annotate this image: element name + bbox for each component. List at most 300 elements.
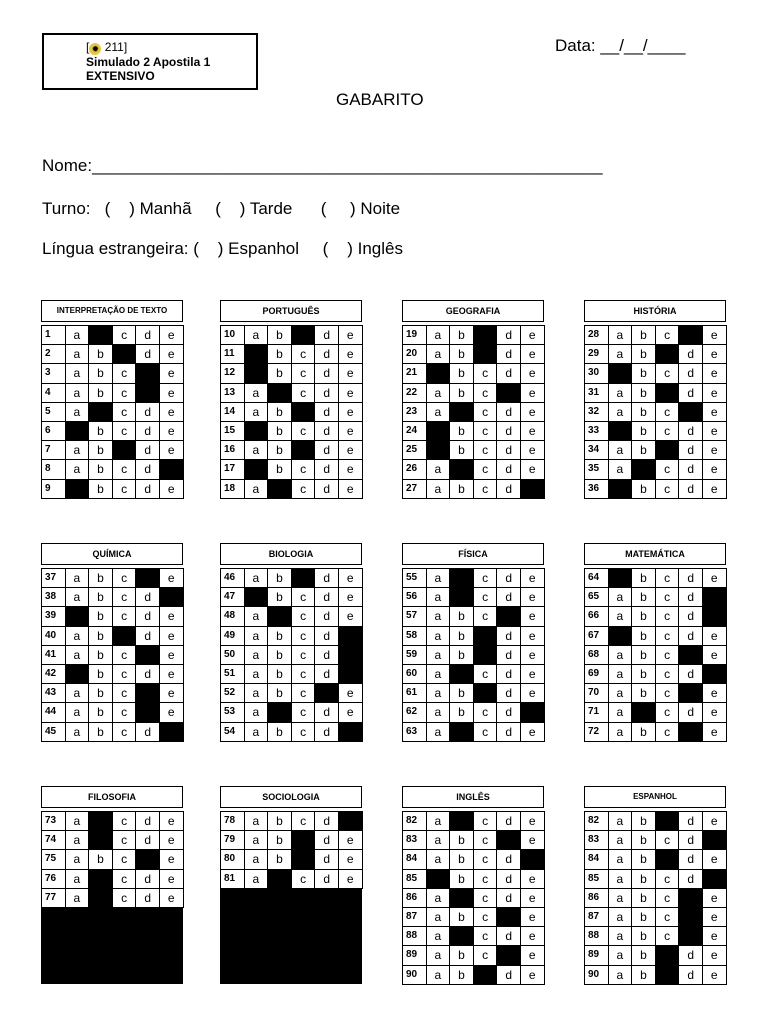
option-d[interactable]: d [136,607,160,626]
option-a[interactable]: a [609,723,633,742]
option-c[interactable]: c [474,569,498,588]
option-e[interactable]: e [160,364,184,383]
option-a[interactable]: a [245,403,269,422]
option-c[interactable]: c [292,460,316,479]
option-c[interactable]: c [656,723,680,742]
option-e[interactable]: e [703,850,727,869]
option-e[interactable]: e [339,441,363,460]
marked-option[interactable] [268,480,292,499]
marked-option[interactable] [136,703,160,722]
option-b[interactable]: b [89,703,113,722]
option-c[interactable]: c [474,908,498,927]
marked-option[interactable] [450,812,474,831]
option-c[interactable]: c [656,870,680,889]
option-d[interactable]: d [136,441,160,460]
option-d[interactable]: d [679,850,703,869]
option-e[interactable]: e [160,812,184,831]
option-a[interactable]: a [245,326,269,345]
option-e[interactable]: e [703,441,727,460]
marked-option[interactable] [632,703,656,722]
option-a[interactable]: a [427,569,451,588]
option-b[interactable]: b [450,831,474,850]
marked-option[interactable] [245,422,269,441]
marked-option[interactable] [474,345,498,364]
option-d[interactable]: d [679,966,703,985]
date-field[interactable]: Data: __/__/____ [555,36,686,55]
option-a[interactable]: a [609,441,633,460]
option-a[interactable]: a [245,850,269,869]
option-a[interactable]: a [427,831,451,850]
option-d[interactable]: d [315,569,339,588]
option-c[interactable]: c [292,627,316,646]
option-b[interactable]: b [632,889,656,908]
marked-option[interactable] [89,889,113,908]
option-c[interactable]: c [474,588,498,607]
marked-option[interactable] [656,812,680,831]
marked-option[interactable] [66,607,90,626]
option-e[interactable]: e [160,627,184,646]
option-b[interactable]: b [450,627,474,646]
option-e[interactable]: e [160,422,184,441]
option-e[interactable]: e [703,384,727,403]
option-e[interactable]: e [160,607,184,626]
option-c[interactable]: c [474,723,498,742]
option-c[interactable]: c [113,870,137,889]
option-d[interactable]: d [497,812,521,831]
option-e[interactable]: e [521,364,545,383]
option-a[interactable]: a [427,607,451,626]
option-e[interactable]: e [703,908,727,927]
option-d[interactable]: d [679,703,703,722]
option-b[interactable]: b [632,569,656,588]
option-d[interactable]: d [679,607,703,626]
option-e[interactable]: e [703,422,727,441]
option-e[interactable]: e [339,850,363,869]
option-e[interactable]: e [339,384,363,403]
option-e[interactable]: e [160,646,184,665]
option-a[interactable]: a [609,908,633,927]
marked-option[interactable] [656,384,680,403]
option-b[interactable]: b [632,665,656,684]
option-c[interactable]: c [113,703,137,722]
marked-option[interactable] [89,812,113,831]
marked-option[interactable] [703,831,727,850]
option-d[interactable]: d [497,966,521,985]
option-a[interactable]: a [245,723,269,742]
option-b[interactable]: b [268,364,292,383]
marked-option[interactable] [268,703,292,722]
option-c[interactable]: c [656,569,680,588]
option-e[interactable]: e [339,684,363,703]
option-b[interactable]: b [450,384,474,403]
marked-option[interactable] [497,831,521,850]
option-c[interactable]: c [113,607,137,626]
marked-option[interactable] [113,627,137,646]
option-c[interactable]: c [113,480,137,499]
option-c[interactable]: c [474,480,498,499]
marked-option[interactable] [292,850,316,869]
option-b[interactable]: b [632,908,656,927]
option-e[interactable]: e [703,345,727,364]
option-d[interactable]: d [679,946,703,965]
option-a[interactable]: a [66,441,90,460]
option-e[interactable]: e [339,460,363,479]
option-c[interactable]: c [113,364,137,383]
option-c[interactable]: c [474,460,498,479]
option-e[interactable]: e [521,326,545,345]
marked-option[interactable] [656,946,680,965]
marked-option[interactable] [160,588,184,607]
option-c[interactable]: c [474,607,498,626]
marked-option[interactable] [679,889,703,908]
option-c[interactable]: c [113,569,137,588]
marked-option[interactable] [89,870,113,889]
marked-option[interactable] [450,569,474,588]
option-b[interactable]: b [89,850,113,869]
option-a[interactable]: a [245,665,269,684]
option-d[interactable]: d [679,364,703,383]
option-b[interactable]: b [632,723,656,742]
option-c[interactable]: c [292,422,316,441]
option-a[interactable]: a [427,384,451,403]
option-b[interactable]: b [89,588,113,607]
option-e[interactable]: e [521,441,545,460]
marked-option[interactable] [136,684,160,703]
marked-option[interactable] [450,889,474,908]
option-e[interactable]: e [339,345,363,364]
option-b[interactable]: b [450,326,474,345]
marked-option[interactable] [89,403,113,422]
option-a[interactable]: a [609,684,633,703]
option-e[interactable]: e [521,684,545,703]
option-b[interactable]: b [632,946,656,965]
option-a[interactable]: a [427,403,451,422]
option-c[interactable]: c [292,588,316,607]
marked-option[interactable] [292,441,316,460]
marked-option[interactable] [136,646,160,665]
option-c[interactable]: c [474,812,498,831]
option-a[interactable]: a [427,326,451,345]
option-b[interactable]: b [632,422,656,441]
option-c[interactable]: c [656,364,680,383]
option-e[interactable]: e [339,870,363,889]
option-a[interactable]: a [66,403,90,422]
marked-option[interactable] [160,460,184,479]
option-d[interactable]: d [315,480,339,499]
option-a[interactable]: a [66,850,90,869]
option-b[interactable]: b [268,646,292,665]
option-b[interactable]: b [450,850,474,869]
option-e[interactable]: e [521,665,545,684]
lingua-field[interactable]: Língua estrangeira: ( ) Espanhol ( ) Inglês [42,239,403,258]
option-c[interactable]: c [656,588,680,607]
option-d[interactable]: d [497,850,521,869]
option-d[interactable]: d [679,831,703,850]
option-c[interactable]: c [656,831,680,850]
option-d[interactable]: d [679,627,703,646]
option-e[interactable]: e [521,403,545,422]
option-e[interactable]: e [703,946,727,965]
option-a[interactable]: a [245,646,269,665]
option-c[interactable]: c [292,345,316,364]
marked-option[interactable] [136,569,160,588]
option-e[interactable]: e [703,326,727,345]
option-d[interactable]: d [315,665,339,684]
option-a[interactable]: a [609,326,633,345]
option-b[interactable]: b [89,627,113,646]
option-d[interactable]: d [497,927,521,946]
marked-option[interactable] [497,607,521,626]
marked-option[interactable] [474,627,498,646]
option-b[interactable]: b [632,345,656,364]
option-b[interactable]: b [632,326,656,345]
option-b[interactable]: b [450,441,474,460]
marked-option[interactable] [497,908,521,927]
marked-option[interactable] [497,946,521,965]
option-b[interactable]: b [450,345,474,364]
option-b[interactable]: b [450,607,474,626]
option-c[interactable]: c [113,723,137,742]
option-a[interactable]: a [609,889,633,908]
option-a[interactable]: a [609,665,633,684]
option-d[interactable]: d [679,345,703,364]
marked-option[interactable] [339,627,363,646]
option-a[interactable]: a [245,441,269,460]
option-c[interactable]: c [656,480,680,499]
marked-option[interactable] [609,627,633,646]
option-d[interactable]: d [315,326,339,345]
option-e[interactable]: e [339,480,363,499]
option-e[interactable]: e [339,422,363,441]
marked-option[interactable] [427,441,451,460]
option-c[interactable]: c [656,326,680,345]
option-e[interactable]: e [703,480,727,499]
option-d[interactable]: d [497,460,521,479]
option-a[interactable]: a [609,966,633,985]
option-d[interactable]: d [315,870,339,889]
option-c[interactable]: c [113,326,137,345]
option-e[interactable]: e [703,684,727,703]
option-b[interactable]: b [632,684,656,703]
option-a[interactable]: a [427,345,451,364]
marked-option[interactable] [292,569,316,588]
marked-option[interactable] [679,723,703,742]
marked-option[interactable] [136,384,160,403]
option-c[interactable]: c [474,889,498,908]
option-b[interactable]: b [89,646,113,665]
option-e[interactable]: e [521,812,545,831]
option-b[interactable]: b [268,460,292,479]
option-b[interactable]: b [632,441,656,460]
option-a[interactable]: a [245,870,269,889]
option-d[interactable]: d [315,460,339,479]
option-c[interactable]: c [292,607,316,626]
option-c[interactable]: c [292,480,316,499]
option-a[interactable]: a [66,684,90,703]
option-d[interactable]: d [315,703,339,722]
option-d[interactable]: d [497,364,521,383]
option-c[interactable]: c [292,684,316,703]
option-b[interactable]: b [632,870,656,889]
option-e[interactable]: e [703,723,727,742]
option-d[interactable]: d [497,703,521,722]
option-c[interactable]: c [113,460,137,479]
option-b[interactable]: b [268,665,292,684]
option-d[interactable]: d [315,441,339,460]
marked-option[interactable] [427,870,451,889]
option-d[interactable]: d [497,403,521,422]
marked-option[interactable] [66,422,90,441]
option-d[interactable]: d [497,422,521,441]
option-d[interactable]: d [315,831,339,850]
option-a[interactable]: a [427,946,451,965]
marked-option[interactable] [268,607,292,626]
option-c[interactable]: c [292,665,316,684]
option-d[interactable]: d [315,422,339,441]
option-e[interactable]: e [703,646,727,665]
option-c[interactable]: c [292,812,316,831]
option-d[interactable]: d [315,607,339,626]
option-c[interactable]: c [113,831,137,850]
option-d[interactable]: d [679,665,703,684]
option-e[interactable]: e [521,927,545,946]
option-a[interactable]: a [66,326,90,345]
option-e[interactable]: e [521,723,545,742]
marked-option[interactable] [315,684,339,703]
option-a[interactable]: a [427,460,451,479]
option-a[interactable]: a [609,927,633,946]
option-e[interactable]: e [521,460,545,479]
option-e[interactable]: e [703,364,727,383]
option-d[interactable]: d [679,460,703,479]
marked-option[interactable] [89,831,113,850]
option-d[interactable]: d [497,665,521,684]
marked-option[interactable] [136,850,160,869]
option-c[interactable]: c [656,908,680,927]
marked-option[interactable] [521,850,545,869]
option-c[interactable]: c [474,403,498,422]
option-b[interactable]: b [268,723,292,742]
option-e[interactable]: e [521,569,545,588]
option-b[interactable]: b [632,966,656,985]
option-c[interactable]: c [656,422,680,441]
option-d[interactable]: d [136,422,160,441]
option-e[interactable]: e [160,665,184,684]
marked-option[interactable] [450,588,474,607]
option-e[interactable]: e [521,345,545,364]
option-e[interactable]: e [339,588,363,607]
option-a[interactable]: a [66,384,90,403]
marked-option[interactable] [703,607,727,626]
option-c[interactable]: c [474,850,498,869]
option-d[interactable]: d [315,627,339,646]
option-a[interactable]: a [609,870,633,889]
option-b[interactable]: b [89,422,113,441]
marked-option[interactable] [474,646,498,665]
marked-option[interactable] [521,480,545,499]
option-d[interactable]: d [679,569,703,588]
option-e[interactable]: e [521,831,545,850]
option-a[interactable]: a [245,607,269,626]
option-b[interactable]: b [89,441,113,460]
option-c[interactable]: c [113,889,137,908]
option-b[interactable]: b [450,908,474,927]
option-d[interactable]: d [315,364,339,383]
option-e[interactable]: e [160,326,184,345]
option-d[interactable]: d [136,326,160,345]
marked-option[interactable] [450,665,474,684]
marked-option[interactable] [679,908,703,927]
option-a[interactable]: a [609,646,633,665]
option-b[interactable]: b [89,364,113,383]
option-e[interactable]: e [703,403,727,422]
marked-option[interactable] [450,723,474,742]
option-a[interactable]: a [427,684,451,703]
option-e[interactable]: e [521,646,545,665]
option-d[interactable]: d [315,646,339,665]
option-d[interactable]: d [497,684,521,703]
option-c[interactable]: c [474,831,498,850]
option-c[interactable]: c [113,422,137,441]
marked-option[interactable] [474,966,498,985]
marked-option[interactable] [66,665,90,684]
option-b[interactable]: b [450,703,474,722]
option-a[interactable]: a [66,889,90,908]
option-a[interactable]: a [427,908,451,927]
option-d[interactable]: d [136,588,160,607]
option-b[interactable]: b [89,384,113,403]
option-a[interactable]: a [66,646,90,665]
option-a[interactable]: a [245,627,269,646]
option-a[interactable]: a [66,364,90,383]
option-c[interactable]: c [292,646,316,665]
option-a[interactable]: a [609,607,633,626]
option-b[interactable]: b [268,812,292,831]
marked-option[interactable] [268,384,292,403]
option-a[interactable]: a [245,684,269,703]
option-b[interactable]: b [268,326,292,345]
marked-option[interactable] [136,364,160,383]
marked-option[interactable] [245,588,269,607]
option-e[interactable]: e [160,684,184,703]
option-d[interactable]: d [136,403,160,422]
option-b[interactable]: b [632,403,656,422]
option-d[interactable]: d [136,889,160,908]
option-a[interactable]: a [245,569,269,588]
option-d[interactable]: d [136,460,160,479]
option-e[interactable]: e [339,607,363,626]
option-d[interactable]: d [315,723,339,742]
option-a[interactable]: a [427,703,451,722]
option-b[interactable]: b [89,684,113,703]
option-e[interactable]: e [160,831,184,850]
marked-option[interactable] [245,460,269,479]
option-a[interactable]: a [609,850,633,869]
option-c[interactable]: c [292,703,316,722]
marked-option[interactable] [427,422,451,441]
option-a[interactable]: a [427,588,451,607]
option-b[interactable]: b [268,588,292,607]
option-d[interactable]: d [497,889,521,908]
option-e[interactable]: e [160,384,184,403]
marked-option[interactable] [656,850,680,869]
option-b[interactable]: b [89,345,113,364]
option-b[interactable]: b [89,569,113,588]
option-c[interactable]: c [113,384,137,403]
marked-option[interactable] [656,441,680,460]
option-d[interactable]: d [136,480,160,499]
option-a[interactable]: a [609,946,633,965]
